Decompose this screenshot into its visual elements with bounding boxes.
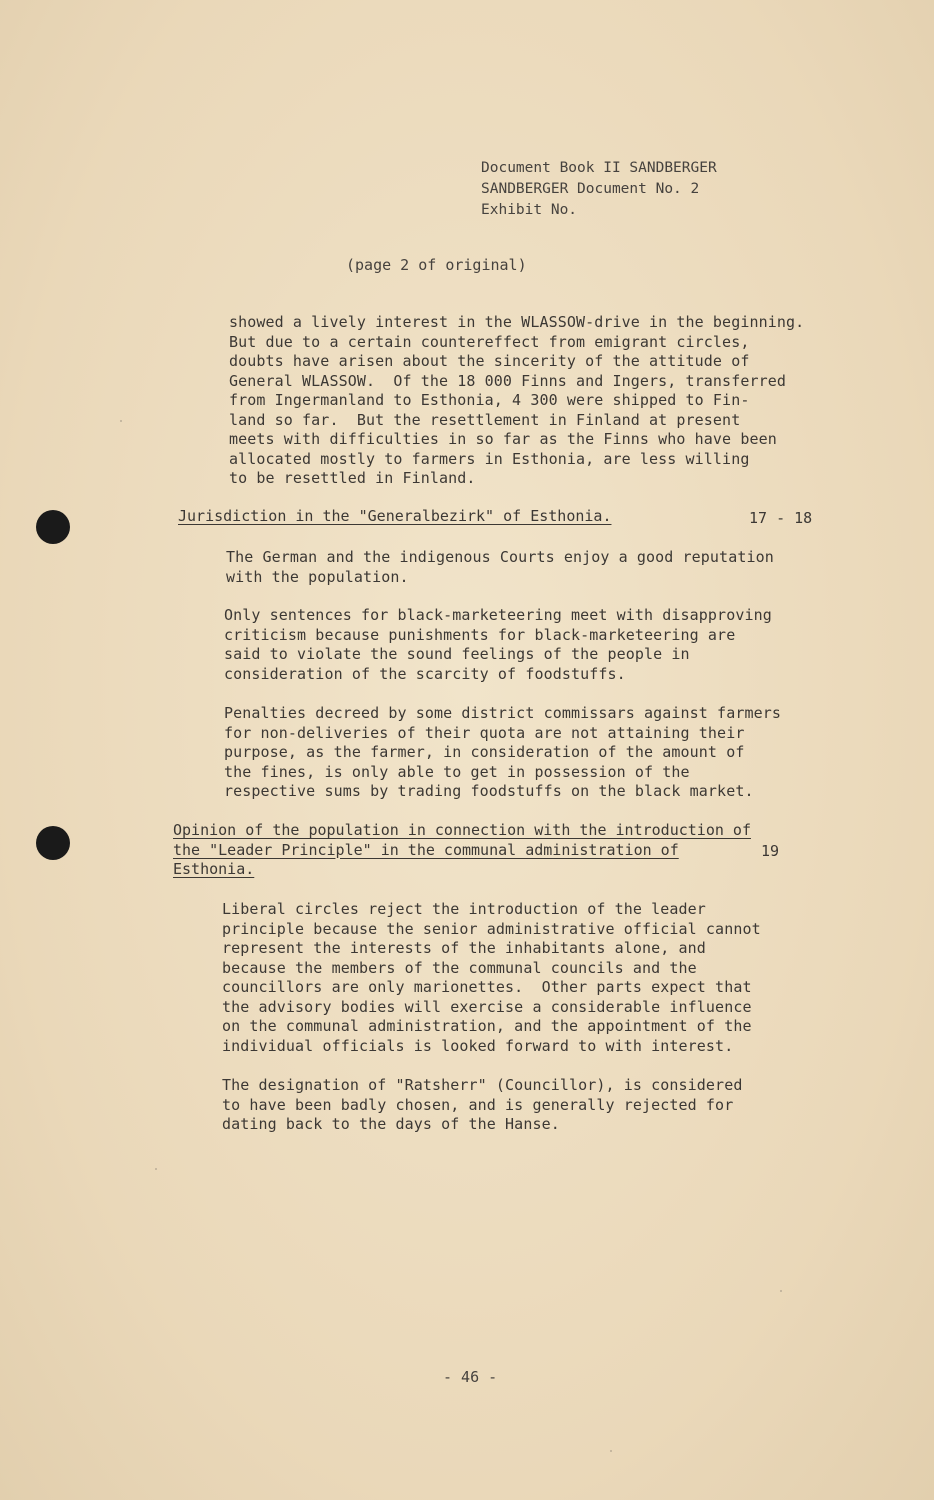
jurisdiction-paragraph-1: The German and the indigenous Courts enjoy a good reputation with the population. [226,548,774,586]
opinion-paragraph-1: Liberal circles reject the introduction of the leader principle because the senior administrative official cannot represent the interests of the inhabitants alone, and because the members of the communal councils and the councillors are only marionettes. Other parts expect that the advisory bodies will exercise a considerable influence on the communal administration, and the appointment of the individual officials is looked forward to with interest. [222,900,761,1055]
paper-speck [780,1290,782,1292]
header-document-book: Document Book II SANDBERGER [481,160,717,176]
section-heading-opinion [173,821,751,880]
section-heading-jurisdiction [178,507,611,527]
page-number: - 46 - [443,1368,498,1386]
intro-paragraph: showed a lively interest in the WLASSOW-drive in the beginning. But due to a certain countereffect from emigrant circles, doubts have arisen about the sincerity of the attitude of General WLASSOW. Of the 18 000 Finns and Ingers, transferred from Ingermanland to Esthonia, 4 300 were shipped to Fin- land so far. But the resettlement in Finland at present meets with difficulties in so far as the Finns who have been allocated mostly to farmers in Esthonia, are less willing to be resettled in Finland. [229,313,805,487]
section-ref-opinion: 19 [761,842,780,860]
paper-speck [120,420,122,422]
jurisdiction-paragraph-3: Penalties decreed by some district commissars against farmers for non-deliveries of their quota are not attaining their purpose, as the farmer, in consideration of the amount of the fines, is only able to get in possession of the respective sums by trading foodstuffs on the black market. [224,704,781,800]
paper-speck [155,1168,157,1170]
punch-hole-icon [36,826,70,860]
paper-speck [610,1450,612,1452]
section-heading-text: Jurisdiction in the "Generalbezirk" of Esthonia. [178,507,612,525]
section-heading-line: Opinion of the population in connection with the introduction of [173,821,751,839]
opinion-paragraph-2: The designation of "Ratsherr" (Councillor), is considered to have been badly chosen, and is generally rejected for dating back to the days of the Hanse. [222,1076,743,1133]
section-ref-jurisdiction: 17 - 18 [749,509,813,527]
jurisdiction-paragraph-2: Only sentences for black-marketeering meet with disapproving criticism because punishments for black-marketeering are said to violate the sound feelings of the people in consideration of the scarcity of foodstuffs. [224,606,772,683]
document-header [481,158,717,221]
punch-hole-icon [36,510,70,544]
section-heading-line: the "Leader Principle" in the communal administration of [173,840,679,859]
header-exhibit-number: Exhibit No. [481,202,578,218]
section-heading-line: Esthonia. [173,860,255,878]
header-document-number: SANDBERGER Document No. 2 [481,181,700,197]
page-reference: (page 2 of original) [346,256,527,274]
